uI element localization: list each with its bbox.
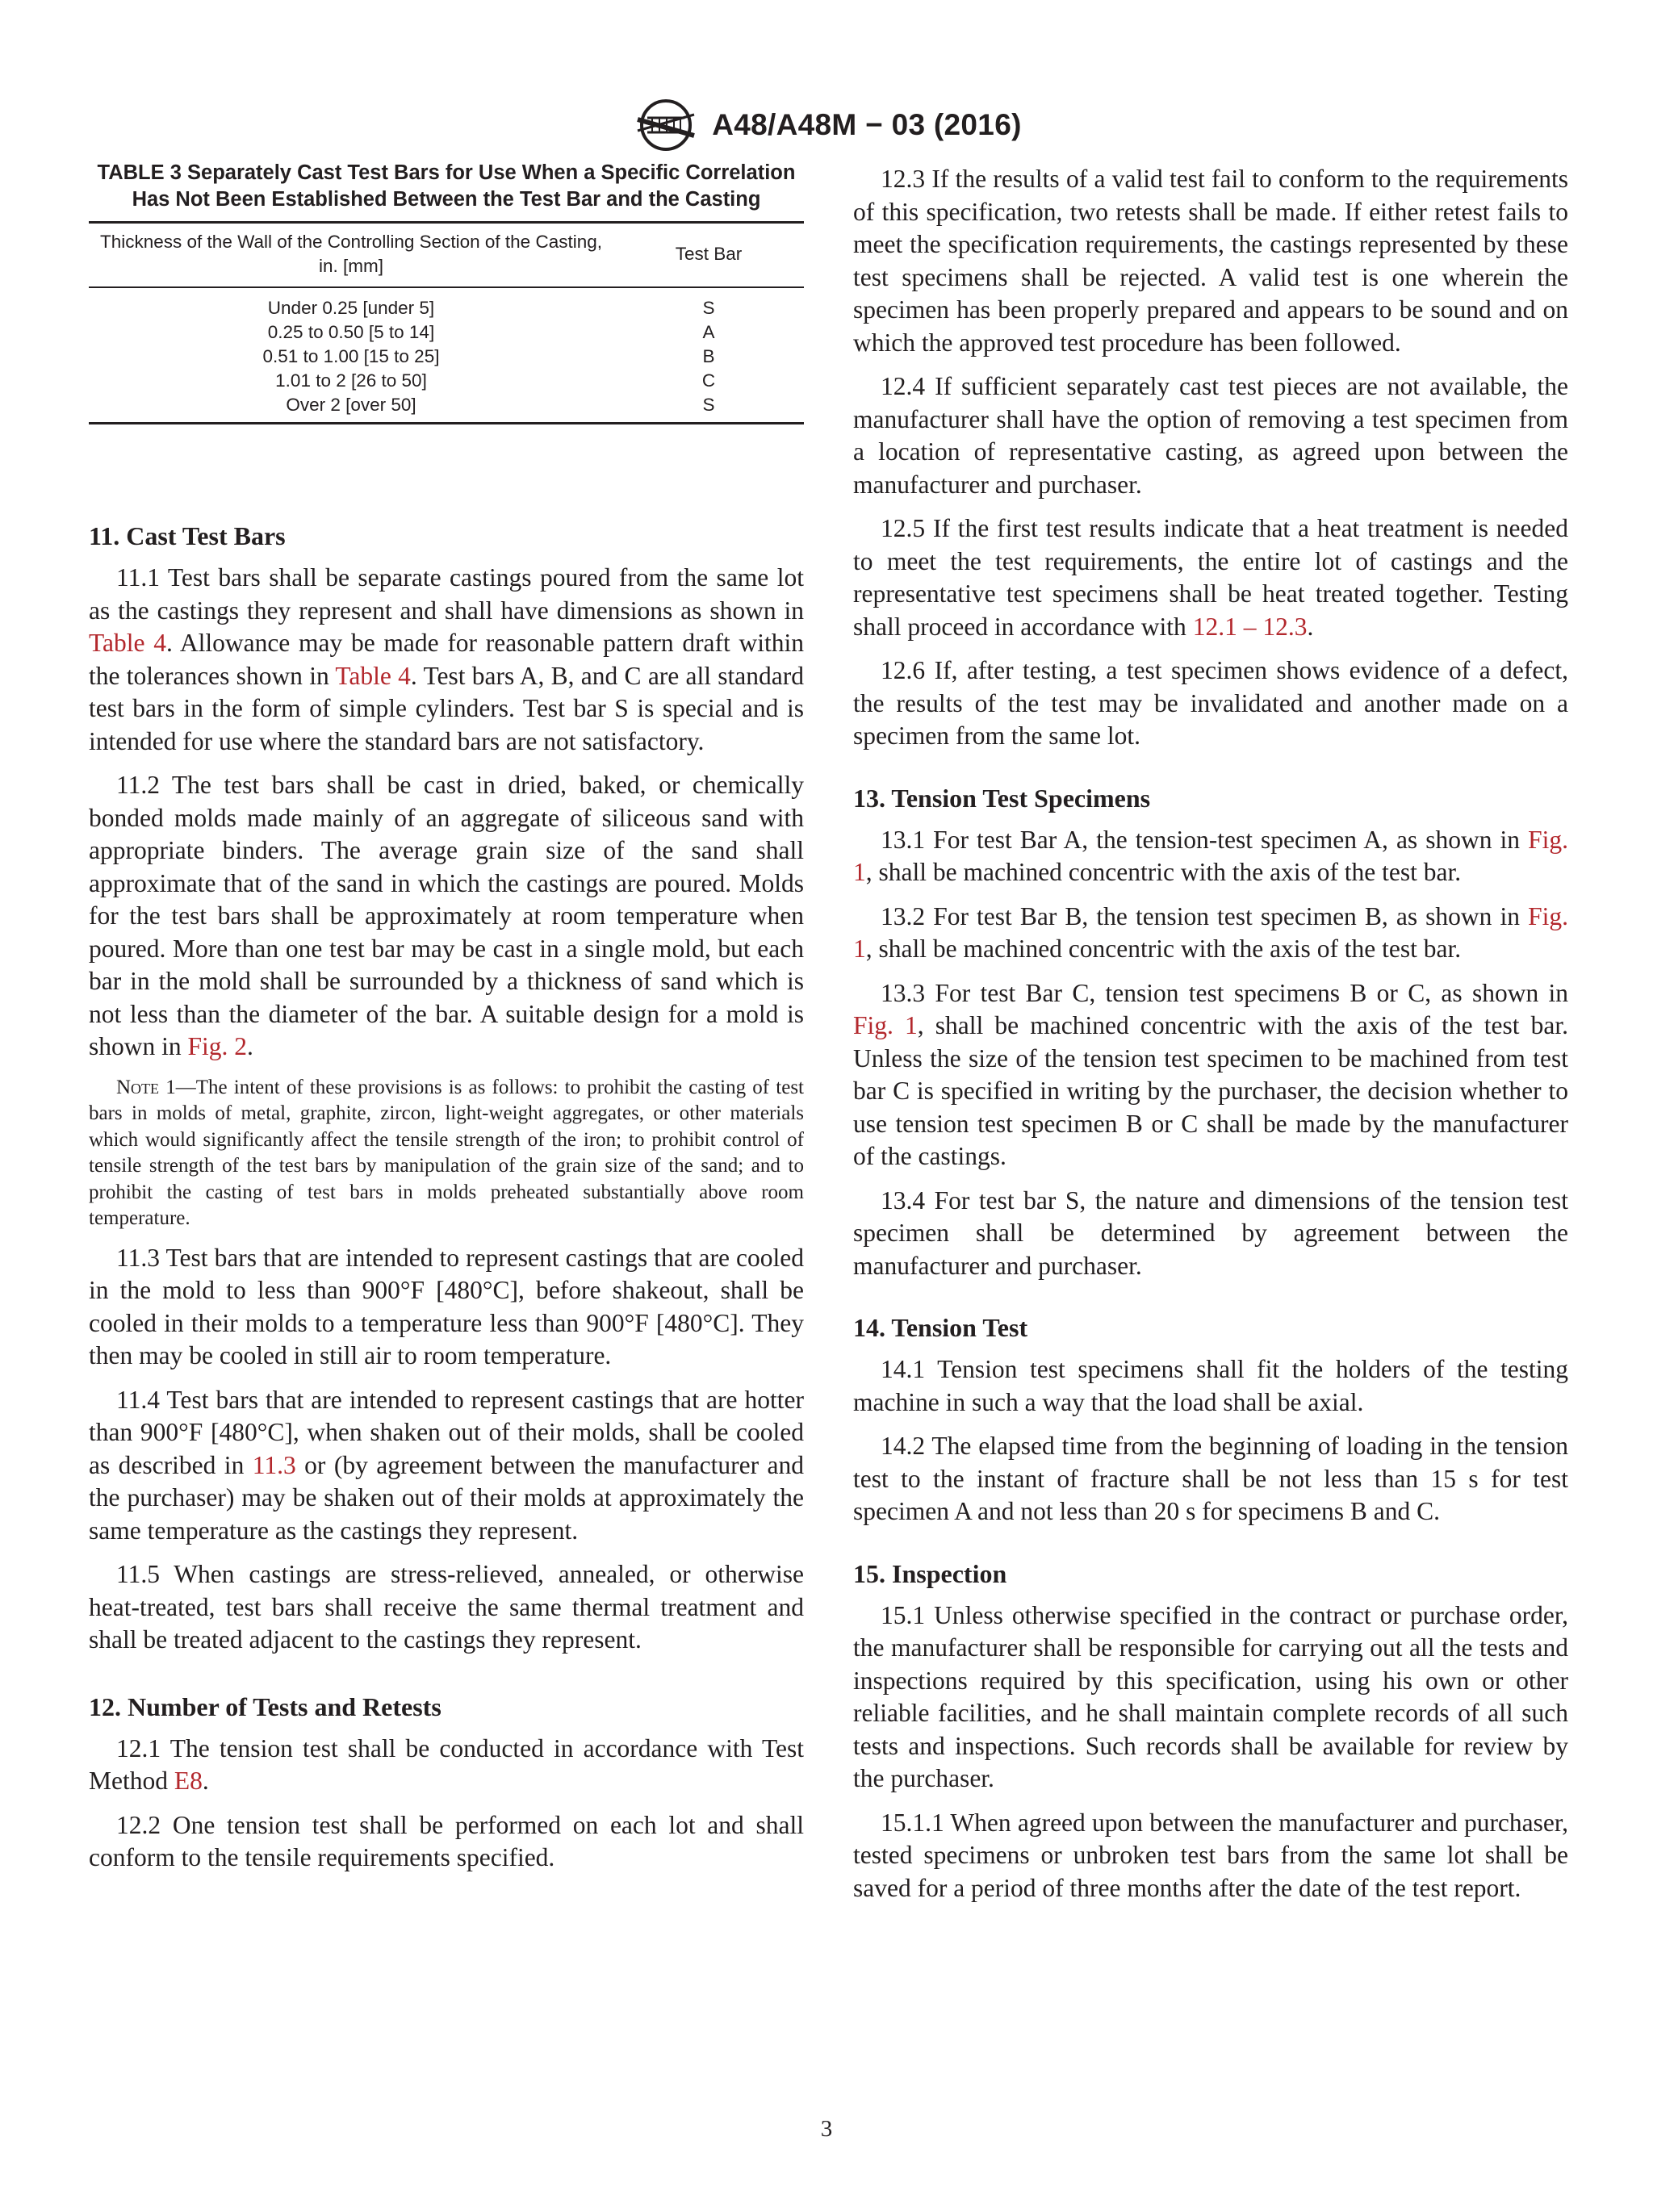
table-cell: 0.25 to 0.50 [5 to 14]: [267, 322, 435, 342]
document-id: A48/A48M − 03 (2016): [712, 108, 1022, 141]
link-table-4[interactable]: Table 4: [335, 661, 411, 690]
link-fig-1[interactable]: Fig. 1: [853, 901, 1568, 963]
table-header-test-bar: Test Bar: [613, 223, 804, 288]
right-column: [853, 163, 1568, 1916]
table-cell: 1.01 to 2 [26 to 50]: [275, 370, 427, 391]
link-fig-1[interactable]: Fig. 1: [853, 825, 1568, 886]
paragraph-12-5: 12.5 If the first test results indicate that a heat treatment is needed to meet the test requirements, the entire lot of castings and the representative test specimens shall be heat treated together. Testing shall proceed in accordance with 12.1 – 12.3.: [853, 514, 1568, 641]
paragraph-11-5: 11.5 When castings are stress-relieved, annealed, or otherwise heat-treated, test bars shall receive the same thermal treatment and shall be treated adjacent to the castings they represent.: [89, 1560, 804, 1654]
link-11-3[interactable]: 11.3: [252, 1450, 296, 1479]
paragraph-14-2: 14.2 The elapsed time from the beginning of loading in the tension test to the instant of fracture shall be not less than 15 s for test specimen A and not less than 20 s for specimens B and C.: [853, 1432, 1568, 1525]
section-15-heading: 15. Inspection: [853, 1558, 1007, 1588]
table-cell: S: [702, 298, 715, 318]
table-cell: Under 0.25 [under 5]: [267, 298, 435, 318]
table-row: [89, 287, 804, 320]
table-cell: B: [702, 346, 715, 366]
paragraph-12-2: 12.2 One tension test shall be performed on each lot and shall conform to the tensile requirements specified.: [89, 1810, 804, 1871]
table-row: [89, 345, 804, 369]
note-label: Note: [116, 1076, 160, 1098]
link-fig-2[interactable]: Fig. 2: [187, 1032, 248, 1060]
paragraph-11-2: 11.2 The test bars shall be cast in dried, baked, or chemically bonded molds made mainly of an aggregate of siliceous sand with appropriate binders. The average grain size of the sand shall approximate that of the sand in which the castings are poured. Molds for the test bars shall be approximately at room temperature when poured. More than one test bar may be cast in a single mold, but each bar in the mold shall be surrounded by a thickness of sand which is not less than the diameter of the bar. A suitable design for a mold is shown in Fig. 2.: [89, 771, 804, 1060]
table-header-thickness: Thickness of the Wall of the Controlling Section of the Casting, in. [mm]: [89, 223, 613, 288]
paragraph-14-1: 14.1 Tension test specimens shall fit the holders of the testing machine in such a way that the load shall be axial.: [853, 1355, 1568, 1416]
paragraph-12-1: 12.1 The tension test shall be conducted in accordance with Test Method E8.: [89, 1733, 804, 1795]
section-13-heading: 13. Tension Test Specimens: [853, 783, 1151, 813]
table-3: [89, 221, 804, 424]
astm-logo-icon: [631, 95, 701, 155]
link-e8[interactable]: E8: [174, 1767, 203, 1795]
paragraph-12-6: 12.6 If, after testing, a test specimen shows evidence of a defect, the results of the test may be invalidated and another made on a specimen from the same lot.: [853, 656, 1568, 750]
note-1: Note 1—The intent of these provisions is as follows: to prohibit the casting of test bars in molds of metal, graphite, zircon, light-weight aggregates, or other materials which would significantly affect the tensile strength of the iron; to prohibit control of tensile strength of the test bars by manipulation of the grain size of the sand; and to prohibit the casting of test bars in molds preheated substantially above room temperature.: [89, 1076, 804, 1229]
paragraph-12-3: 12.3 If the results of a valid test fail to conform to the requirements of this specification, two retests shall be made. If either retest fails to meet the specification requirements, the castings represented by these test specimens shall be rejected. A valid test is one wherein the specimen has been properly prepared and appears to be sound and on which the approved test procedure has been followed.: [853, 165, 1568, 357]
paragraph-13-2: 13.2 For test Bar B, the tension test specimen B, as shown in Fig. 1, shall be machined concentric with the axis of the test bar.: [853, 901, 1568, 963]
table-cell: C: [701, 370, 716, 391]
paragraph-11-3: 11.3 Test bars that are intended to represent castings that are cooled in the mold to less than 900°F [480°C], before shakeout, shall be cooled in their molds to a temperature less than 900°F [480°C]. They then may be cooled in still air to room temperature.: [89, 1243, 804, 1369]
paragraph-12-4: 12.4 If sufficient separately cast test pieces are not available, the manufacturer shall have the option of removing a test specimen from a location of representative casting, as agreed upon between the manufacturer and purchaser.: [853, 372, 1568, 499]
table-row: [89, 320, 804, 345]
section-14-heading: 14. Tension Test: [853, 1313, 1028, 1342]
table-cell: Over 2 [over 50]: [89, 393, 613, 424]
link-table-4[interactable]: Table 4: [89, 629, 166, 657]
paragraph-15-1: 15.1 Unless otherwise specified in the contract or purchase order, the manufacturer shall be responsible for carrying out all the tests and inspections required by this specification, using his own or other reliable facilities, and he shall maintain complete records of all such tests and inspections. Such records shall be available for review by the purchaser.: [853, 1600, 1568, 1792]
page-number: 3: [820, 2116, 833, 2142]
paragraph-13-1: 13.1 For test Bar A, the tension-test specimen A, as shown in Fig. 1, shall be machined concentric with the axis of the test bar.: [853, 825, 1568, 886]
section-11-heading: 11. Cast Test Bars: [89, 521, 286, 550]
paragraph-11-1: 11.1 Test bars shall be separate castings poured from the same lot as the castings they represent and shall have dimensions as shown in Table 4. Allowance may be made for reasonable pattern draft within the tolerances shown in Table 4. Test bars A, B, and C are all standard test bars in the form of simple cylinders. Test bar S is special and is intended for use where the standard bars are not satisfactory.: [89, 563, 804, 755]
table-cell: A: [702, 322, 715, 342]
link-fig-1[interactable]: Fig. 1: [853, 1011, 918, 1039]
paragraph-15-1-1: 15.1.1 When agreed upon between the manufacturer and purchaser, tested specimens or unbroken test bars from the same lot shall be saved for a period of three months after the date of the test report.: [853, 1808, 1568, 1902]
table-cell: 0.51 to 1.00 [15 to 25]: [262, 346, 440, 366]
section-12-heading: 12. Number of Tests and Retests: [89, 1691, 441, 1721]
table-row: [89, 393, 804, 424]
paragraph-13-3: 13.3 For test Bar C, tension test specimens B or C, as shown in Fig. 1, shall be machined concentric with the axis of the test bar. Unless the size of the tension test specimen to be machined from test bar C is specified in writing by the purchaser, the decision whether to use tension test specimen B or C shall be made by the manufacturer of the castings.: [853, 978, 1568, 1170]
table-row: [89, 369, 804, 393]
page-header: [0, 95, 1653, 155]
paragraph-13-4: 13.4 For test bar S, the nature and dimensions of the tension test specimen shall be determined by agreement between the manufacturer and purchaser.: [853, 1185, 1568, 1280]
table-caption: TABLE 3 Separately Cast Test Bars for Use When a Specific Correlation Has Not Been Established Between the Test Bar and the Casting: [97, 161, 796, 211]
left-column: [89, 160, 804, 1886]
table-cell: S: [613, 393, 804, 424]
paragraph-11-4: 11.4 Test bars that are intended to represent castings that are hotter than 900°F [480°C], when shaken out of their molds, shall be cooled as described in 11.3 or (by agreement between the manufacturer and the purchaser) may be shaken out of their molds at approximately the same temperature as the castings they represent.: [89, 1385, 805, 1545]
link-12-1-12-3[interactable]: 12.1 – 12.3: [1192, 612, 1308, 641]
